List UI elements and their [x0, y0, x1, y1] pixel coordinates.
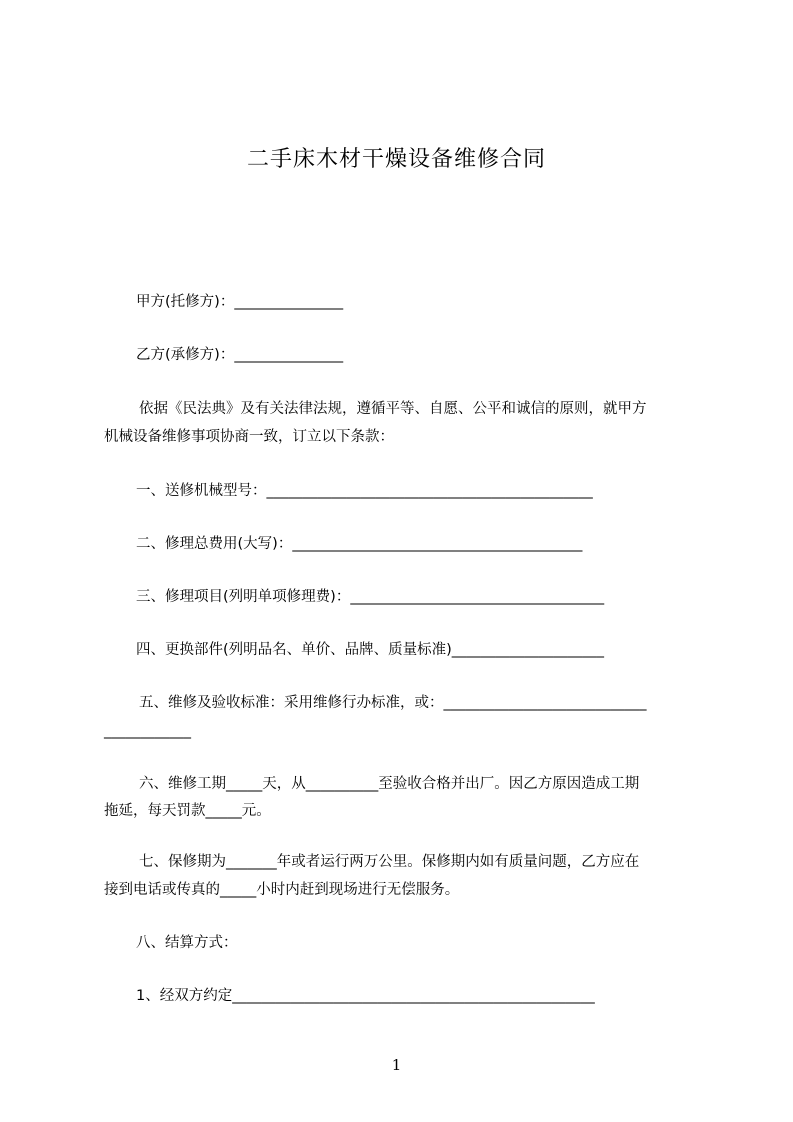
clause-2: 二、修理总费用(大写)：________________________________________: [136, 536, 583, 552]
party-a-line: 甲方(托修方)：_______________: [136, 294, 344, 310]
party-b-line: 乙方(承修方)：_______________: [136, 347, 344, 363]
clause-7-line-1: 七、保修期为_______年或者运行两万公里。保修期内如有质量问题，乙方应在: [139, 854, 640, 870]
document-title: 二手床木材干燥设备维修合同: [246, 147, 546, 172]
clause-8: 八、结算方式：: [136, 935, 238, 951]
page-number: 1: [391, 1056, 402, 1074]
clause-5-line-1: 五、维修及验收标准：采用维修行办标准，或：____________________________: [139, 695, 647, 711]
clause-4: 四、更换部件(列明品名、单价、品牌、质量标准)_____________________: [136, 642, 605, 658]
clause-7-line-2: 接到电话或传真的_____小时内赶到现场进行无偿服务。: [104, 882, 460, 898]
preamble-line-2: 机械设备维修事项协商一致，订立以下条款：: [104, 429, 394, 445]
clause-3: 三、修理项目(列明单项修理费)：___________________________________: [136, 589, 605, 605]
clause-6-line-1: 六、维修工期_____天，从__________至验收合格并出厂。因乙方原因造成工期: [139, 776, 640, 792]
preamble-line-1: 依据《民法典》及有关法律法规，遵循平等、自愿、公平和诚信的原则，就甲方: [139, 401, 647, 417]
clause-5-line-2: ____________: [104, 723, 191, 739]
clause-1: 一、送修机械型号：_____________________________________________: [136, 483, 593, 499]
clause-6-line-2: 拖延，每天罚款_____元。: [104, 803, 271, 819]
clause-8-item-1: 1、经双方约定__________________________________________________: [136, 988, 595, 1004]
